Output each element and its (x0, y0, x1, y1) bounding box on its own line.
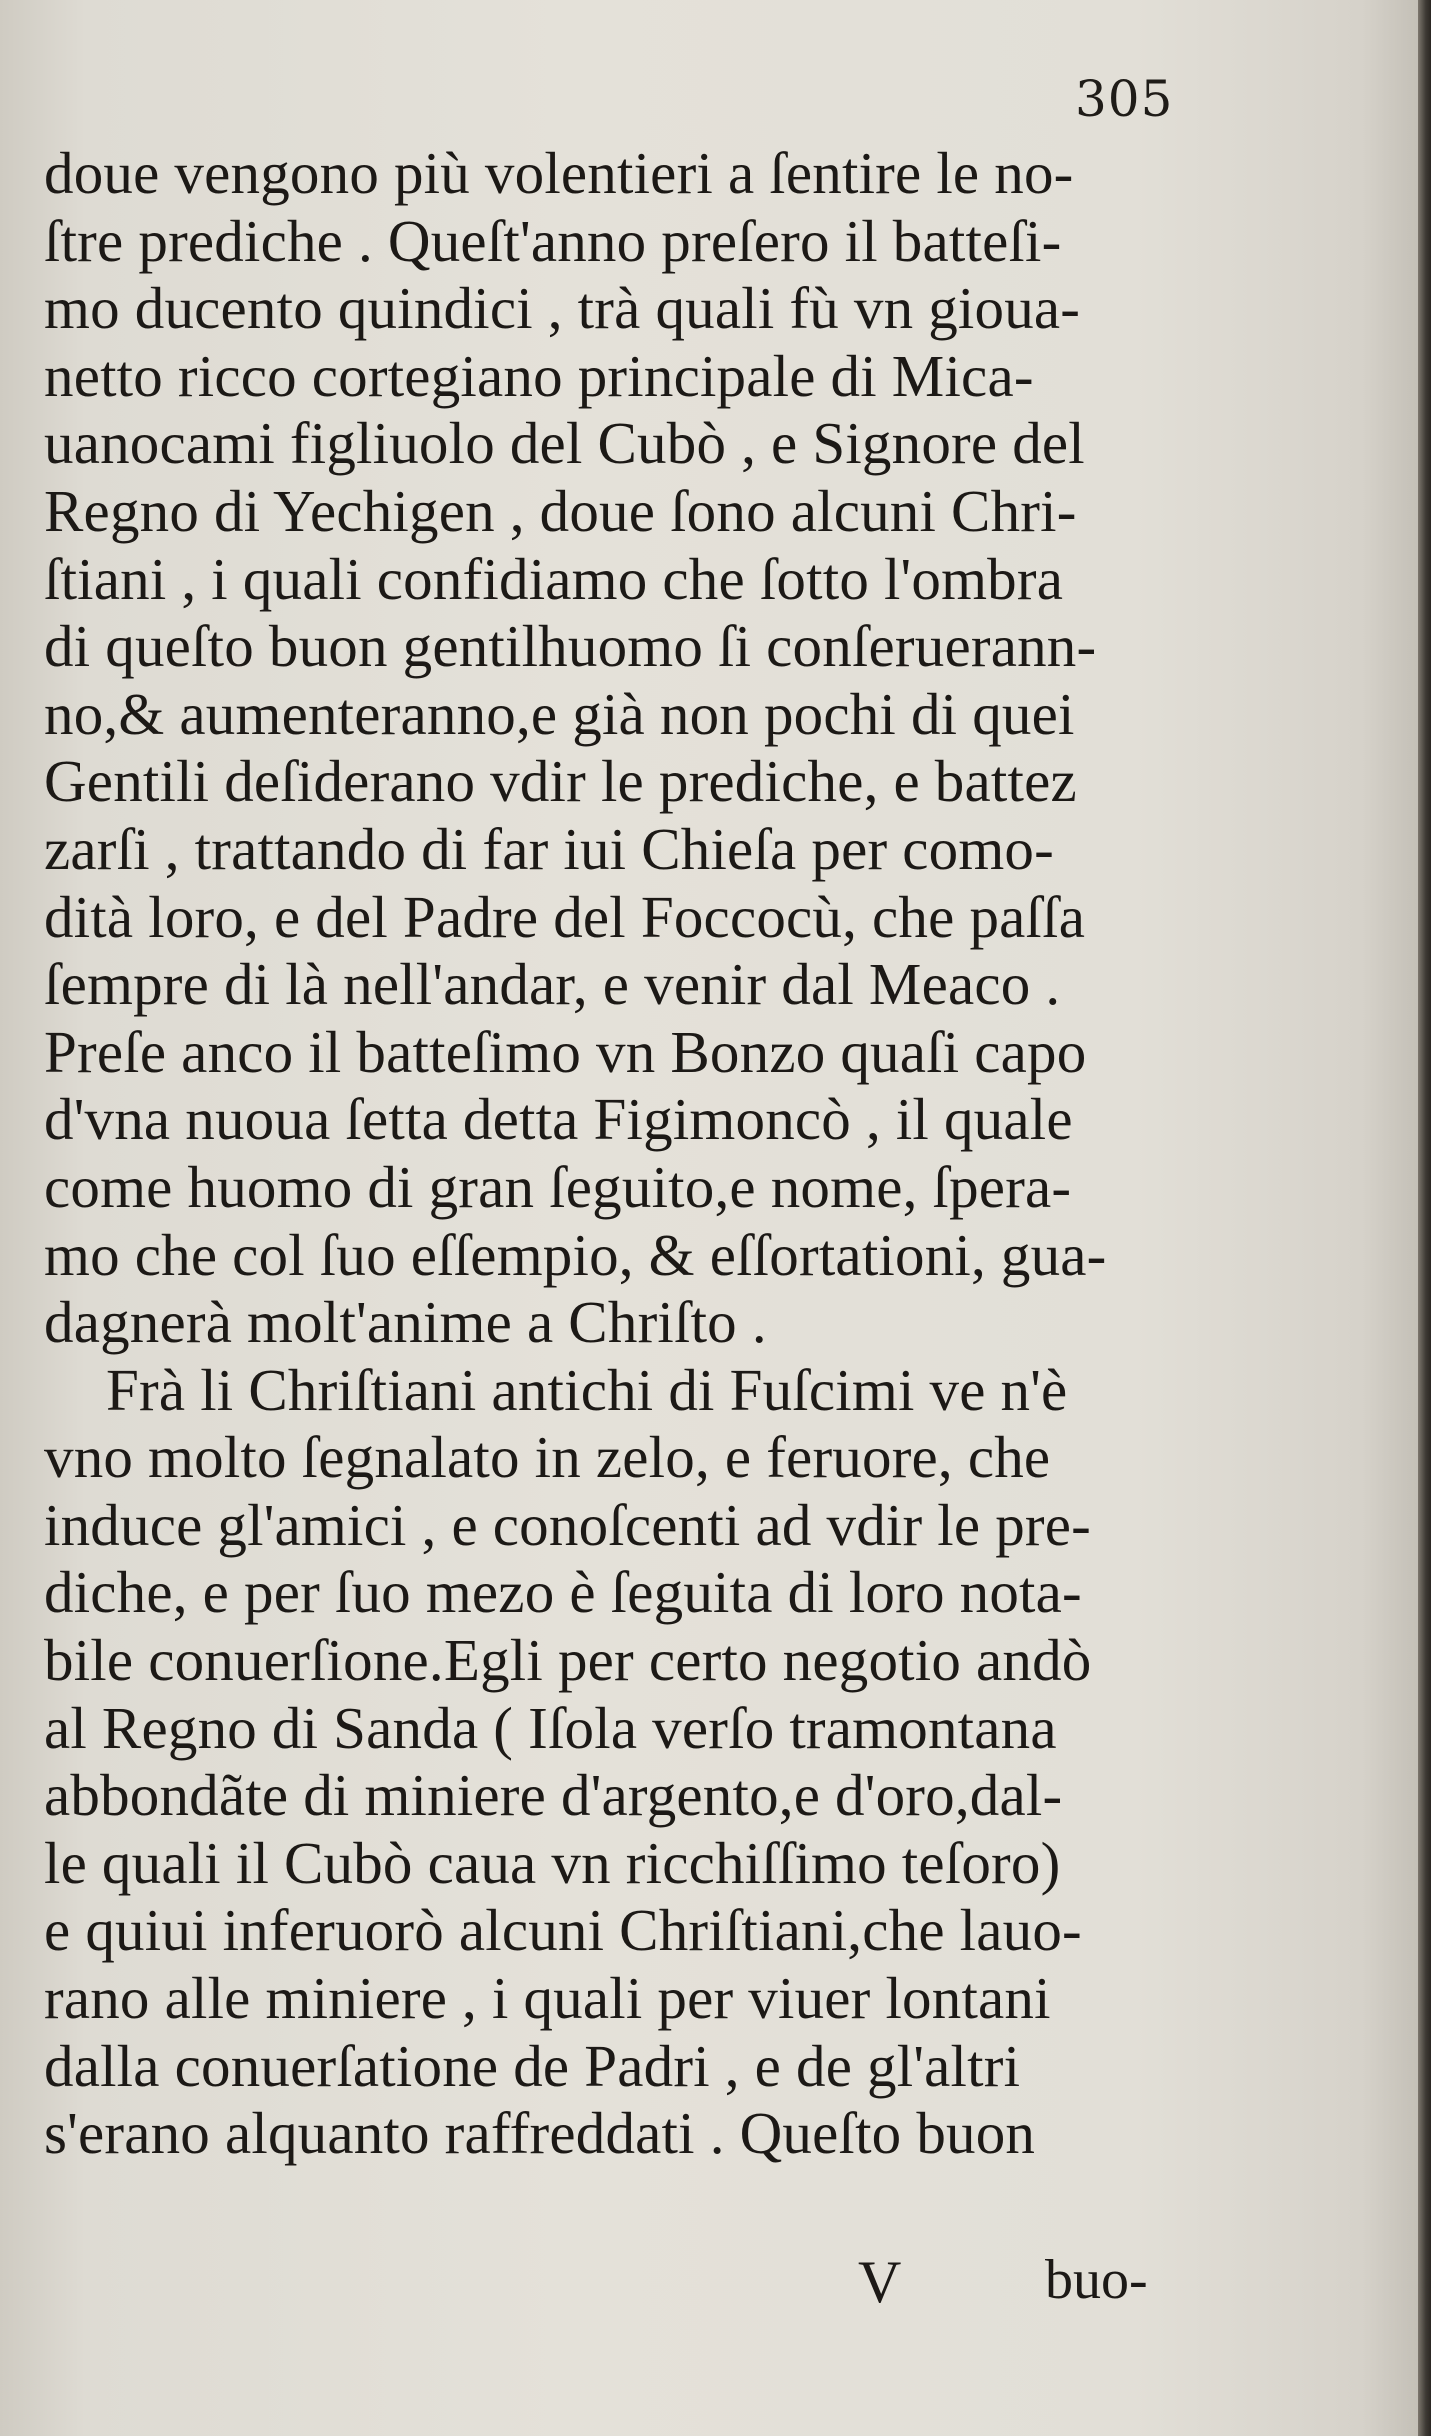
text-line: dagnerà molt'anime a Chriſto . (44, 1289, 767, 1356)
text-line: induce gl'amici , e conoſcenti ad vdir le pre- (44, 1491, 1092, 1558)
page-footer (0, 2248, 1418, 2328)
text-line: mo ducento quindici , trà quali fù vn gioua- (44, 275, 1081, 342)
text-line: Regno di Yechigen , doue ſono alcuni Chri- (44, 477, 1077, 544)
text-line: abbondãte di miniere d'argento,e d'oro,dal- (44, 1762, 1063, 1829)
text-line: uanocami figliuolo del Cubò , e Signore del (44, 410, 1085, 477)
text-line: come huomo di gran ſeguito,e nome, ſpera- (44, 1153, 1072, 1220)
text-line: Frà li Chriſtiani antichi di Fuſcimi ve n'è (106, 1356, 1068, 1423)
text-line: dità loro, e del Padre del Foccocù, che paſſa (44, 883, 1086, 950)
text-line: zarſi , trattando di far iui Chieſa per como- (44, 815, 1054, 882)
signature-mark: V (858, 2249, 902, 2315)
text-line: ſtre prediche . Queſt'anno preſero il batteſi- (44, 207, 1062, 274)
text-line: ſtiani , i quali confidiamo che ſotto l'ombra (44, 545, 1064, 612)
page-number: 305 (1075, 70, 1174, 128)
book-spine (1418, 0, 1431, 2436)
text-line: al Regno di Sanda ( Iſola verſo tramontana (44, 1694, 1057, 1761)
text-line: e quiui inferuorò alcuni Chriſtiani,che lauo- (44, 1897, 1082, 1964)
text-block (44, 140, 1244, 2168)
text-line: ſempre di là nell'andar, e venir dal Meaco . (44, 951, 1061, 1018)
text-line: netto ricco cortegiano principale di Mica- (44, 342, 1034, 409)
text-line: Gentili deſiderano vdir le prediche, e battez (44, 748, 1077, 815)
text-line: d'vna nuoua ſetta detta Figimoncò , il quale (44, 1086, 1073, 1153)
text-line: mo che col ſuo eſſempio, & eſſortationi, gua- (44, 1221, 1107, 1288)
text-line: s'erano alquanto raffreddati . Queſto buon (44, 2100, 1036, 2167)
text-line: Preſe anco il batteſimo vn Bonzo quaſi capo (44, 1018, 1087, 1085)
text-line: rano alle miniere , i quali per viuer lontani (44, 1965, 1051, 2032)
text-line: di queſto buon gentilhuomo ſi conſeruerann- (44, 613, 1097, 680)
text-line: dalla conuerſatione de Padri , e de gl'altri (44, 2032, 1021, 2099)
text-line: le quali il Cubò caua vn ricchiſſimo teſoro) (44, 1829, 1061, 1896)
text-line: no,& aumenteranno,e già non pochi di quei (44, 680, 1075, 747)
text-line: doue vengono più volentieri a ſentire le no- (44, 140, 1074, 206)
text-line: diche, e per ſuo mezo è ſeguita di loro nota- (44, 1559, 1082, 1626)
text-line: vno molto ſegnalato in zelo, e feruore, che (44, 1424, 1051, 1491)
catchword: buo- (1045, 2249, 1148, 2311)
text-line: bile conuerſione.Egli per certo negotio andò (44, 1627, 1092, 1694)
